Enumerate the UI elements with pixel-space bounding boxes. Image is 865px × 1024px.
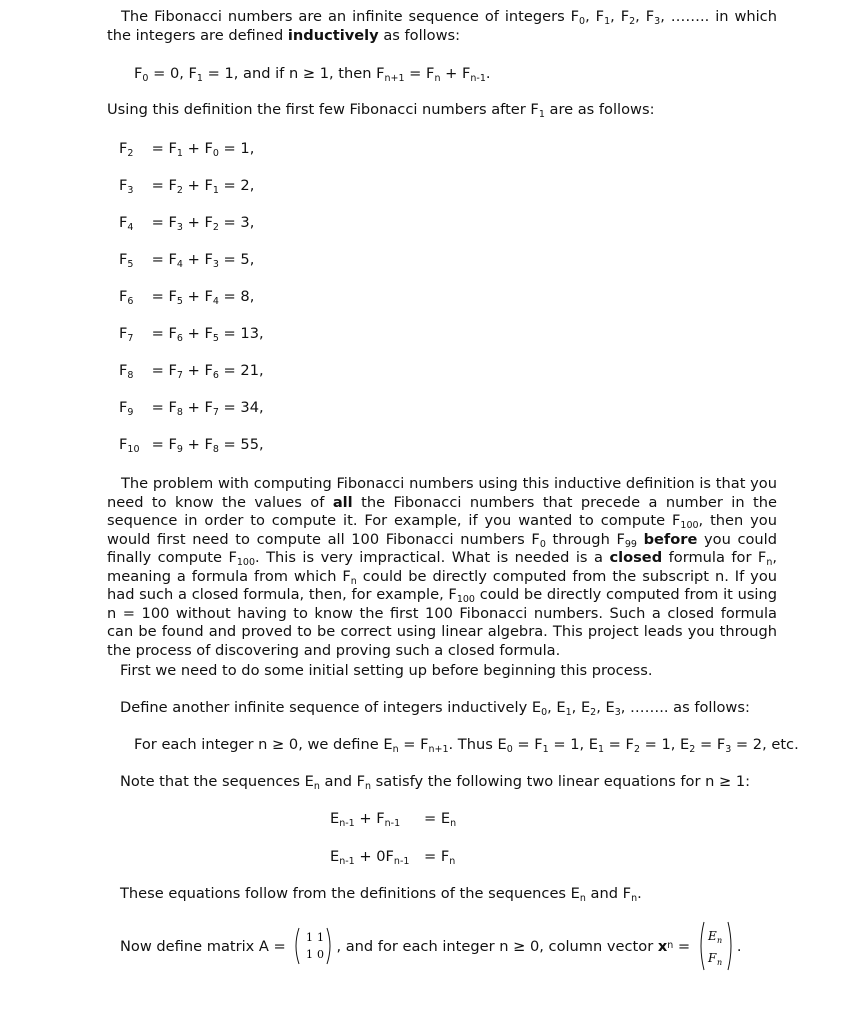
matrix-text: , and for each integer n ≥ 0, column vector (336, 937, 658, 955)
e-sequence-definition (120, 699, 750, 718)
fibonacci-equation (119, 140, 254, 157)
matrix-cell: 1 (306, 948, 314, 961)
note-text: Note that the sequences E (120, 773, 314, 790)
problem-text: could be directly computed from it using n = 100 without having to know the first 100 Fibonacci numbers. Such a closed formula can be found and proved to be correct using linear algebra. This project leads you through the process of discovering and proving such a closed formula. (107, 586, 778, 659)
eq-lhs: $F_9$ (119, 399, 134, 418)
eq-lhs: $F_5$ (119, 251, 134, 270)
vector-entry: F (707, 951, 717, 965)
subscript: n+1 (384, 73, 405, 84)
problem-text: through F (545, 530, 625, 548)
foreach-text: = 1, E (639, 736, 690, 753)
problem-text: you could finally compute F (107, 530, 777, 566)
def-text: + F (440, 65, 471, 82)
subscript: 0 (212, 148, 219, 159)
problem-text: formula for F (662, 549, 767, 566)
subscript: 0 (506, 744, 513, 755)
subscript: 2 (176, 185, 183, 196)
subscript: 3 (725, 744, 732, 755)
eq-lhs: $F_7$ (119, 325, 134, 344)
subscript: n (450, 818, 457, 829)
subscript: n (350, 575, 357, 587)
subscript: 2 (689, 744, 696, 755)
subscript: n-1 (339, 856, 355, 867)
linear-lhs (330, 810, 424, 827)
subscript: 7 (127, 333, 134, 344)
subscript: 3 (614, 707, 621, 718)
intro-paragraph (107, 8, 777, 45)
define-text: , E (571, 699, 591, 716)
eq-value: 21 (240, 362, 259, 379)
subscript: 99 (624, 538, 637, 550)
fibonacci-equation (119, 362, 264, 379)
linear-equation-1 (330, 810, 456, 827)
column-vector (697, 920, 735, 972)
subscript: 3 (212, 259, 219, 270)
subscript: 2 (629, 16, 636, 27)
intro-bold-inductively: inductively (287, 26, 379, 44)
vector-x: x (657, 937, 668, 955)
eq-lhs: $F_{10}$ (119, 436, 140, 455)
note-text: satisfy the following two linear equations for n ≥ 1: (371, 773, 751, 790)
eq-lhs: $F_8$ (119, 362, 134, 381)
subscript: n-1 (393, 856, 410, 867)
linear-term: + 0F (354, 848, 394, 865)
subscript: n (631, 893, 638, 904)
setup-line: First we need to do some initial setting up before beginning this process. (120, 662, 653, 679)
problem-text: the Fibonacci numbers that precede a number in the sequence in order to compute it. For example, if you wanted to compute F (107, 493, 777, 529)
eq-lhs: $F_2$ (119, 140, 134, 159)
subscript: 2 (590, 707, 597, 718)
subscript: 1 (565, 707, 572, 718)
linear-rhs: = E (424, 810, 451, 827)
fibonacci-equation (119, 251, 254, 268)
subscript: 10 (127, 444, 140, 455)
foreach-text: = 1, E (548, 736, 598, 753)
subscript: 100 (236, 557, 256, 568)
subscript: 1 (212, 185, 219, 196)
eq-value: 34 (240, 399, 259, 416)
matrix-text: = (673, 937, 695, 955)
note-line (120, 773, 750, 792)
using-text: Using this definition the first few Fibonacci numbers after F (107, 101, 539, 118)
eq-value: 5 (240, 251, 250, 268)
matrix-a (292, 926, 334, 966)
eq-rhs: = $F_9 + F_8 = 55$, (147, 436, 264, 455)
subscript: 9 (176, 444, 183, 455)
linear-term: E (330, 848, 340, 865)
right-paren (728, 922, 731, 970)
intro-text-1: The Fibonacci numbers are an infinite sequence of integers F (121, 8, 580, 25)
subscript: n (434, 73, 441, 84)
follow-line (120, 885, 642, 904)
matrix-definition-line: Now define matrix A = 1 1 1 0 , and for each integer n ≥ 0, column vector x n = E n F n . (120, 918, 741, 974)
problem-text: The problem with computing Fibonacci numbers using this inductive definition is that you need to know the values of (107, 475, 777, 511)
subscript: 3 (176, 222, 183, 233)
intro-text-2: , F (585, 8, 605, 25)
subscript: 7 (176, 370, 183, 381)
intro-text-5: , …….. in which the integers are defined (107, 8, 777, 44)
follow-text: and F (585, 885, 632, 902)
bold-all: all (332, 493, 353, 511)
subscript: 1 (597, 744, 605, 755)
subscript: 6 (176, 333, 183, 344)
fibonacci-equation (119, 288, 254, 305)
eq-lhs: $F_4$ (119, 214, 134, 233)
subscript: 2 (212, 222, 219, 233)
subscript: 0 (142, 73, 149, 84)
subscript: 6 (127, 296, 134, 307)
fibonacci-equation (119, 436, 264, 453)
fibonacci-equation (119, 325, 264, 342)
intro-text-4: , F (635, 8, 655, 25)
subscript: 1 (538, 109, 545, 120)
left-paren (296, 928, 299, 964)
linear-term: E (330, 810, 340, 827)
subscript: 0 (539, 538, 546, 550)
subscript: 4 (127, 222, 134, 233)
column-vector-svg (697, 920, 735, 972)
eq-rhs: = $F_5 + F_4 = 8$, (147, 288, 255, 307)
matrix-text: Now define matrix A = (120, 937, 291, 955)
problem-text: . This is very impractical. What is needed is a (255, 549, 610, 566)
problem-paragraph (107, 475, 777, 660)
follow-text: These equations follow from the definitions of the sequences E (120, 885, 580, 902)
matrix-cell: 1 (317, 931, 325, 944)
def-text: = 1, and if n ≥ 1, then F (202, 65, 385, 82)
subscript: 4 (176, 259, 183, 270)
subscript: 1 (176, 148, 183, 159)
subscript: n (313, 781, 320, 792)
subscript: 3 (654, 16, 661, 27)
matrix-cell: 0 (317, 948, 325, 961)
foreach-text: = F (604, 736, 634, 753)
def-text: = F (404, 65, 435, 82)
matrix-cell: 1 (306, 931, 314, 944)
eq-value: 55 (240, 436, 259, 453)
using-definition-line (107, 101, 654, 120)
foreach-text: = F (695, 736, 726, 753)
fibonacci-definition (134, 65, 491, 84)
eq-rhs: = $F_7 + F_6 = 21$, (147, 362, 264, 381)
define-text: Define another infinite sequence of integers inductively E (120, 699, 542, 716)
problem-text: could be directly computed from the subscript n. If you had such a closed formula, then, for example, F (107, 567, 777, 603)
subscript: 8 (212, 444, 219, 455)
subscript: n-1 (384, 818, 401, 829)
subscript: 0 (579, 16, 586, 27)
intro-text-3: , F (610, 8, 630, 25)
def-text: = 0, F (148, 65, 197, 82)
eq-value: 1 (240, 140, 250, 157)
e-definition-line (134, 736, 799, 755)
eq-rhs: = $F_3 + F_2 = 3$, (147, 214, 255, 233)
subscript: 100 (456, 594, 475, 605)
eq-rhs: = $F_8 + F_7 = 34$, (147, 399, 264, 418)
eq-rhs: = $F_2 + F_1 = 2$, (147, 177, 255, 196)
subscript: 5 (212, 333, 219, 344)
bold-closed: closed (609, 549, 663, 566)
eq-value: 3 (240, 214, 250, 231)
foreach-text: = F (512, 736, 543, 753)
subscript: 8 (127, 370, 134, 381)
def-text: . (485, 65, 491, 82)
eq-rhs: = $F_4 + F_3 = 5$, (147, 251, 255, 270)
eq-lhs: $F_3$ (119, 177, 134, 196)
fibonacci-equation (119, 214, 254, 231)
define-text: , E (596, 699, 615, 716)
bold-before: before (643, 530, 698, 548)
note-text: and F (319, 773, 366, 790)
subscript: 1 (604, 16, 611, 27)
subscript: 6 (212, 370, 219, 381)
subscript: n (579, 893, 586, 904)
subscript: 7 (212, 407, 219, 418)
subscript: 0 (541, 707, 548, 718)
linear-rhs: = F (424, 848, 450, 865)
left-paren (701, 922, 704, 970)
subscript: n (392, 744, 399, 755)
subscript: 100 (680, 520, 699, 531)
fibonacci-equation (119, 399, 264, 416)
foreach-text: For each integer n ≥ 0, we define E (134, 736, 393, 753)
problem-text: , then you would first need to compute all 100 Fibonacci numbers F (107, 512, 777, 548)
vector-subscript: n (716, 958, 722, 967)
subscript: 1 (542, 744, 549, 755)
using-text: are as follows: (544, 101, 655, 118)
intro-text-6: as follows: (378, 26, 461, 44)
linear-equation-2 (330, 848, 455, 865)
subscript: 2 (633, 744, 640, 755)
problem-text (637, 531, 644, 548)
eq-rhs: = $F_6 + F_5 = 13$, (147, 325, 264, 344)
eq-value: 8 (240, 288, 250, 305)
eq-lhs: $F_6$ (119, 288, 134, 307)
define-text: , …….. as follows: (620, 699, 750, 716)
subscript: 5 (176, 296, 183, 307)
foreach-text: = F (398, 736, 429, 753)
matrix-text: . (736, 937, 742, 955)
subscript: 8 (176, 407, 183, 418)
subscript: 4 (212, 296, 219, 307)
eq-rhs: = $F_1 + F_0 = 1$, (147, 140, 255, 159)
vector-entry: E (707, 929, 717, 943)
subscript: 9 (127, 407, 134, 418)
subscript: n+1 (428, 744, 449, 755)
subscript: n (365, 781, 372, 792)
subscript: n-1 (339, 818, 355, 829)
matrix-a-svg (292, 926, 334, 966)
subscript: n (766, 557, 773, 568)
eq-value: 13 (240, 325, 259, 342)
subscript: 2 (127, 148, 134, 159)
subscript: 5 (127, 259, 134, 270)
right-paren (327, 928, 330, 964)
fibonacci-equation (119, 177, 254, 194)
define-text: , E (547, 699, 566, 716)
def-text: F (134, 65, 143, 82)
foreach-text: = 2, etc. (731, 736, 799, 753)
vector-subscript: n (716, 936, 722, 945)
follow-text: . (637, 885, 642, 902)
foreach-text: . Thus E (448, 736, 507, 753)
subscript: 1 (196, 73, 203, 84)
eq-value: 2 (240, 177, 250, 194)
subscript: n-1 (470, 73, 486, 84)
linear-term: + F (354, 810, 385, 827)
subscript: n (449, 856, 456, 867)
problem-text: , meaning a formula from which F (107, 549, 778, 585)
linear-lhs (330, 848, 424, 865)
subscript: 3 (127, 185, 134, 196)
